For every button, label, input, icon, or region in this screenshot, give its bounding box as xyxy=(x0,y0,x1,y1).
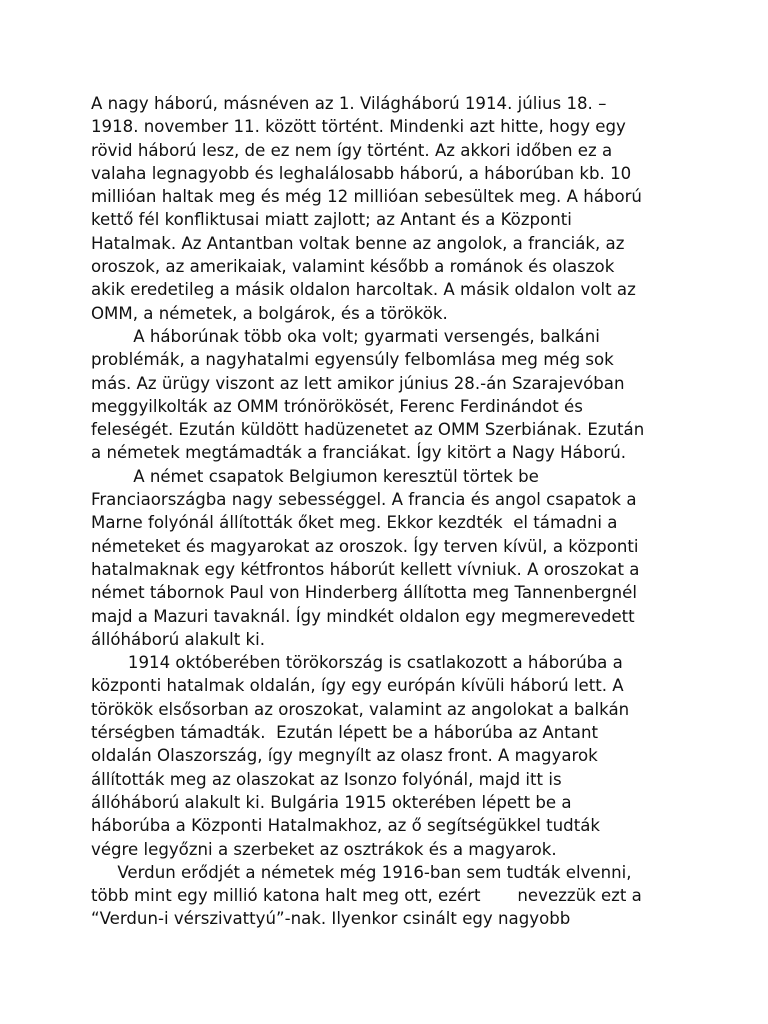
text-line: feleségét. Ezután küldött hadüzenetet az OMM Szerbiának. Ezután xyxy=(91,420,645,440)
text-line: 1914 októberében törökország is csatlakozott a háborúba a xyxy=(91,653,623,673)
text-line: Franciaországba nagy sebességgel. A francia és angol csapatok a xyxy=(91,490,637,510)
text-line: kettő fél konfliktusai miatt zajlott; az Antant és a Központi xyxy=(91,210,572,230)
text-line: rövid háború lesz, de ez nem így történt. Az akkori időben ez a xyxy=(91,140,613,160)
text-line: oroszok, az amerikaiak, valamint később a románok és olaszok xyxy=(91,257,615,277)
text-line: állóháború alakult ki. Bulgária 1915 okterében lépett be a xyxy=(91,792,572,812)
text-line: hatalmaknak egy kétfrontos háborút kellett vívniuk. A oroszokat a xyxy=(91,559,640,579)
text-line: A német csapatok Belgiumon keresztül törtek be xyxy=(91,466,539,486)
text-line: 1918. november 11. között történt. Mindenki azt hitte, hogy egy xyxy=(91,117,626,137)
text-line: Hatalmak. Az Antantban voltak benne az angolok, a franciák, az xyxy=(91,233,625,253)
text-line: állóháború alakult ki. xyxy=(91,629,265,649)
document-body-text xyxy=(91,92,691,931)
text-line: más. Az ürügy viszont az lett amikor június 28.-án Szarajevóban xyxy=(91,373,625,393)
text-line: háborúba a Központi Hatalmakhoz, az ő segítségükkel tudták xyxy=(91,816,600,836)
text-line: térségben támadták. Ezután lépett be a háborúba az Antant xyxy=(91,723,599,743)
text-line: Marne folyónál állították őket meg. Ekkor kezdték el támadni a xyxy=(91,513,618,533)
text-line: A nagy háború, másnéven az 1. Világháború 1914. július 18. – xyxy=(91,94,607,113)
text-line: német tábornok Paul von Hinderberg állította meg Tannenbergnél xyxy=(91,583,637,603)
text-line: A háborúnak több oka volt; gyarmati versengés, balkáni xyxy=(91,326,600,346)
text-line: oldalán Olaszország, így megnyílt az olasz front. A magyarok xyxy=(91,746,598,766)
text-line: problémák, a nagyhatalmi egyensúly felbomlása meg még sok xyxy=(91,350,614,370)
text-line: OMM, a németek, a bolgárok, és a törökök. xyxy=(91,303,448,323)
text-line: a németek megtámadták a franciákat. Így kitört a Nagy Háború. xyxy=(91,443,626,463)
text-line: akik eredetileg a másik oldalon harcoltak. A másik oldalon volt az xyxy=(91,280,636,300)
text-line: végre legyőzni a szerbeket az osztrákok és a magyarok. xyxy=(91,839,557,859)
text-line: valaha legnagyobb és leghalálosabb háború, a háborúban kb. 10 xyxy=(91,163,632,183)
text-line: németeket és magyarokat az oroszok. Így terven kívül, a központi xyxy=(91,536,639,556)
text-line: meggyilkolták az OMM trónörökösét, Ferenc Ferdinándot és xyxy=(91,396,583,416)
text-line: központi hatalmak oldalán, így egy európán kívüli háború lett. A xyxy=(91,676,624,696)
text-line: törökök elsősorban az oroszokat, valamint az angolokat a balkán xyxy=(91,699,630,719)
text-line: Verdun erődjét a németek még 1916-ban sem tudták elvenni, xyxy=(91,862,632,882)
text-line: “Verdun-i vérszivattyú”-nak. Ilyenkor csinált egy nagyobb xyxy=(91,909,571,929)
text-line: millióan haltak meg és még 12 millióan sebesültek meg. A háború xyxy=(91,187,642,207)
text-line: majd a Mazuri tavaknál. Így mindkét oldalon egy megmerevedett xyxy=(91,606,635,626)
text-line: állították meg az olaszokat az Isonzo folyónál, majd itt is xyxy=(91,769,562,789)
text-line: több mint egy millió katona halt meg ott, ezért nevezzük ezt a xyxy=(91,886,642,906)
